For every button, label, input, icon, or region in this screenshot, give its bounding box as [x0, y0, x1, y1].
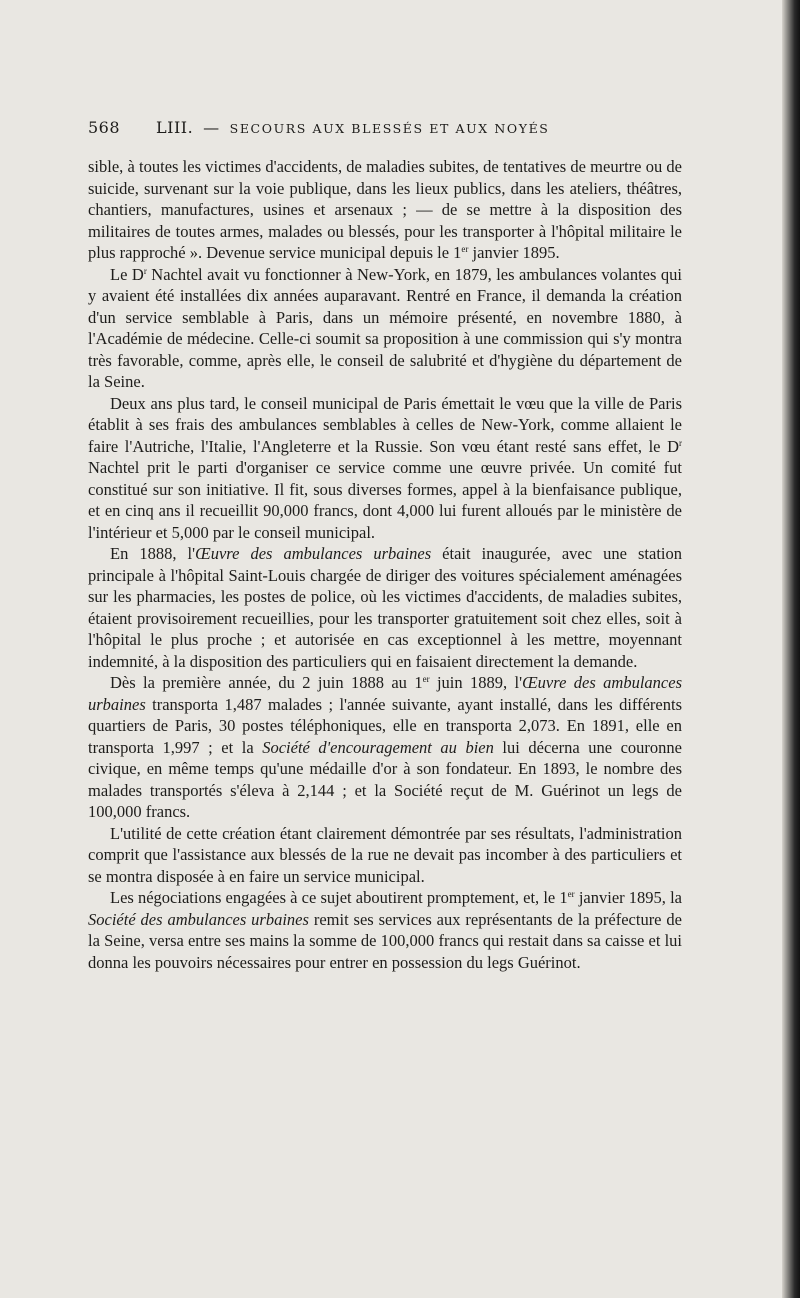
text-run: Nachtel prit le parti d'organiser ce service comme une œuvre privée. Un comité fut constitué sur son initiative. Il fit, sous diverses formes, appel à la bienfaisance publique, et en cinq ans il recueillit 90,000 francs, dont 4,000 lui furent alloués par le ministère de l'intérieur et 5,000 par le conseil municipal. — [88, 458, 682, 542]
italic-title: Société d'encouragement au bien — [262, 737, 494, 757]
italic-title: Œuvre des ambulances urbaines — [88, 673, 682, 714]
paragraph — [88, 264, 682, 393]
text-run: remit ses services aux représentants de la préfecture de la Seine, versa entre ses mains la somme de 100,000 francs qui restait dans sa caisse et lui donna les pouvoirs nécessaires pour entrer en possession du legs Guérinot. — [88, 909, 682, 972]
text-run: L'utilité de cette création étant clairement démontrée par ses résultats, l'administration comprit que l'assistance aux blessés de la rue ne devait pas incomber à des particuliers et se montra disposée à en faire un service municipal. — [88, 823, 682, 886]
chapter-number: LIII. — [156, 118, 194, 137]
book-page — [88, 118, 682, 973]
paragraph — [88, 156, 682, 264]
text-run: sible, à toutes les victimes d'accidents, de maladies subites, de tentatives de meurtre ou de suicide, survenant sur la voie publique, dans les lieux publics, dans les ateliers, théâtres, chantiers, manufactures, usines et arsenaux ; — de se mettre à la disposition des militaires de toutes armes, malades ou blessés, pour les transporter à l'hôpital militaire le plus rapproché ». Devenue service municipal depuis le 1 — [88, 157, 682, 262]
page-number: 568 — [88, 118, 121, 137]
text-run: Les négociations engagées à ce sujet aboutirent promptement, et, le 1 — [110, 888, 568, 907]
running-title: SECOURS AUX BLESSÉS ET AUX NOYÉS — [229, 121, 550, 136]
page-edge-shadow — [782, 0, 800, 1298]
text-run: Dès la première année, du 2 juin 1888 au 1 — [110, 673, 423, 692]
italic-title: Société des ambulances urbaines — [88, 909, 309, 929]
superscript: er — [567, 889, 575, 899]
superscript: r — [679, 437, 682, 448]
text-run: En 1888, l' — [110, 544, 196, 563]
text-run: juin 1889, l' — [429, 673, 523, 692]
body-text — [88, 156, 682, 973]
text-run: Nachtel avait vu fonctionner à New-York, en 1879, les ambulances volantes qui y avaient été installées dix années auparavant. Rentré en France, il demanda la création d'un service semblable à Paris, dans un mémoire présenté, en novembre 1880, à l'Académie de médecine. Celle-ci soumit sa proposition à une commission qui s'y montra très favorable, comme, après elle, le conseil de salubrité et d'hygiène du département de la Seine. — [88, 264, 682, 391]
text-run: Deux ans plus tard, le conseil municipal de Paris émettait le vœu que la ville de Paris établit à ses frais des ambulances semblables à celles de New-York, comme allaient le faire l'Autriche, l'Italie, l'Angleterre et la Russie. Son vœu étant resté sans effet, le D — [88, 393, 682, 456]
superscript: er — [422, 674, 430, 684]
text-run: janvier 1895. — [468, 243, 560, 262]
text-run: était inaugurée, avec une station principale à l'hôpital Saint-Louis chargée de diriger des voitures spécialement aménagées sur les pharmacies, les postes de police, où les victimes d'accidents, de maladies subites, étaient provisoirement recueillies, pour les transporter gratuitement soit chez elles, soit à l'hôpital le plus proche ; et autorisée en cas exceptionnel à les mettre, moyennant indemnité, à la disposition des particuliers qui en faisaient directement la demande. — [88, 544, 682, 671]
paragraph — [88, 672, 682, 823]
text-run: janvier 1895, la — [574, 888, 682, 907]
superscript: er — [461, 244, 469, 254]
text-run: transporta 1,487 malades ; l'année suivante, ayant installé, dans les différents quartiers de Paris, 30 postes téléphoniques, elle en transporta 2,073. En 1891, elle en transporta 1,997 ; et la — [88, 694, 682, 757]
paragraph — [88, 887, 682, 973]
text-run: Le D — [110, 264, 144, 284]
paragraph — [88, 543, 682, 672]
text-run: lui décerna une couronne civique, en même temps qu'une médaille d'or à son fondateur. En 1893, le nombre des malades transportés s'éleva à 2,144 ; et la Société reçut de M. Guérinot un legs de 100,000 francs. — [88, 737, 682, 821]
italic-title: Œuvre des ambulances urbaines — [195, 544, 432, 563]
running-header — [88, 118, 682, 148]
paragraph — [88, 393, 682, 544]
paragraph — [88, 823, 682, 888]
header-dash: — — [203, 118, 220, 137]
superscript: r — [143, 265, 147, 276]
